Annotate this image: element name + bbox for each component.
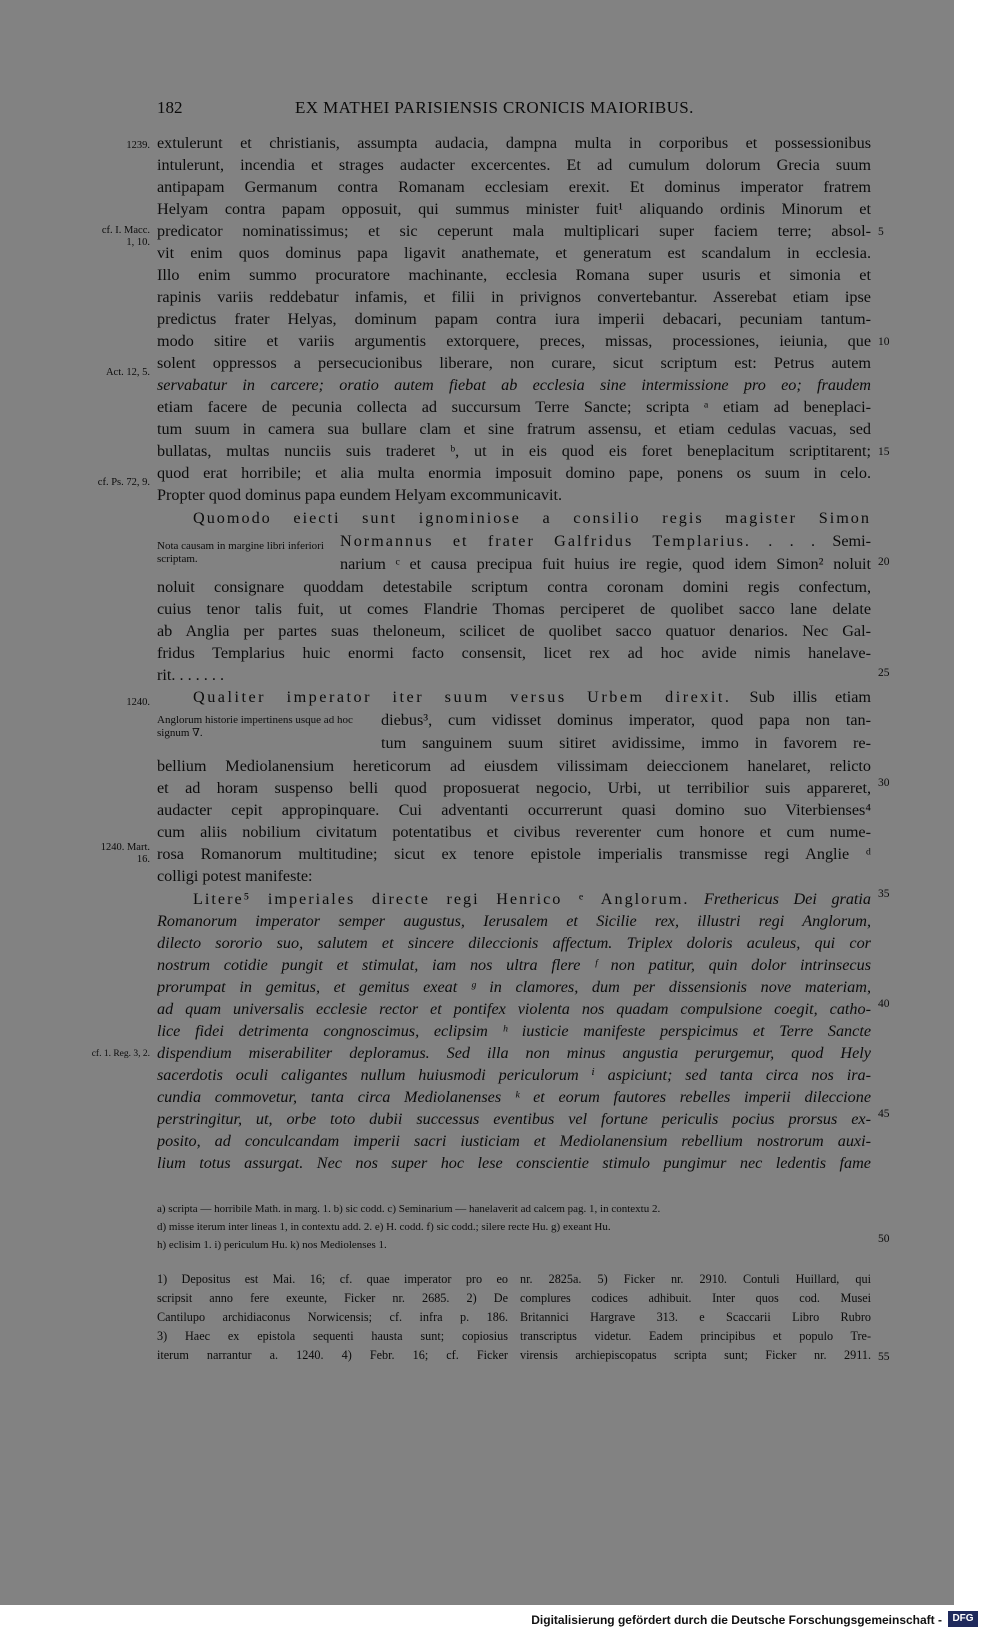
footnote-line: transcriptus videtur. Eadem principibus et populo Tre- bbox=[520, 1329, 871, 1343]
letter-line: lium totus assurgat. Nec nos super hoc lese conscientie stimulo pungimur nec ledentis fame bbox=[157, 1154, 871, 1172]
letter-line: nostrum cotidie pungit et stimulat, iam nos ultra flere ᶠ non patitur, quin dolor intrinsecus bbox=[157, 956, 871, 974]
footnote-line: Cantilupo archidiaconus Norwicensis; cf. infra p. 186. bbox=[157, 1310, 508, 1324]
margin-year: 1240. bbox=[126, 697, 150, 708]
line-number: 50 bbox=[878, 1233, 890, 1245]
text-line: bellium Mediolanensium hereticorum ad eiusdem vilissimam deieccionem hanelaret, relicto bbox=[157, 757, 871, 775]
running-head: EX MATHEI PARISIENSIS CRONICIS MAIORIBUS. bbox=[295, 98, 694, 117]
text-line: bullatas, multas nunciis suis traderet ᵇ, ut in eis quod eis foret beneplacitum scriptitarent; bbox=[157, 442, 871, 460]
letter-heading-italic: Frethericus Dei gratia bbox=[703, 890, 871, 908]
text-line: rit. . . . . . . bbox=[157, 666, 224, 684]
footnote-line: scripsit anno fere exeunte, Ficker nr. 2685. 2) De bbox=[157, 1291, 508, 1305]
text-line: modo sitire et variis argumentis extorquere, preces, missas, processiones, ieiunia, que bbox=[157, 332, 871, 350]
margin-note bbox=[157, 714, 362, 740]
text-line: rosa Romanorum multitudine; sicut ex tenore epistole imperialis transmisse regi Anglie ᵈ bbox=[157, 845, 871, 863]
apparatus-line: h) eclisim 1. i) periculum Hu. k) nos Mediolenses 1. bbox=[157, 1239, 387, 1251]
text-line: extulerunt et christianis, assumpta audacia, dampna multa in corporibus et possessionibus bbox=[157, 134, 871, 152]
margin-note-sign: ∇. bbox=[192, 727, 203, 739]
margin-date: 1240. Mart. 16. bbox=[100, 842, 150, 865]
text-line: colligi potest manifeste: bbox=[157, 867, 313, 885]
text-line: Helyam contra papam opposuit, qui summus minister fuit¹ aliquando ordinis Minorum et bbox=[157, 200, 871, 218]
line-number: 10 bbox=[878, 336, 890, 348]
section-heading: Quomodo eiecti sunt ignominiose a consilio regis magister Simon bbox=[193, 509, 871, 527]
margin-note: Nota causam in margine libri inferiori scriptam. bbox=[157, 540, 324, 565]
footnote-line: nr. 2825a. 5) Ficker nr. 2910. Contuli Huillard, qui bbox=[520, 1272, 871, 1286]
text-line: cuius tenor talis fuit, ut comes Flandrie Thomas perciperet de quolibet sacco lane delate bbox=[157, 600, 871, 618]
text-line: tum sanguinem suum sitiret avidissime, immo in favorem re- bbox=[381, 734, 871, 752]
letter-line: perstringitur, ut, orbe toto dubii successus eventibus vel fortune periculis pocius prorsus ex- bbox=[157, 1110, 871, 1128]
text-line: noluit consignare quoddam detestabile scriptum contra coronam domini regis confectum, bbox=[157, 578, 871, 596]
section-heading bbox=[157, 686, 871, 709]
text-line: antipapam Germanum contra Romanam ecclesiam erexit. Et dominus imperator fratrem bbox=[157, 178, 871, 196]
dfg-logo-icon: DFG bbox=[948, 1611, 978, 1627]
section-heading-tail: . . . Semi- bbox=[768, 532, 871, 550]
text-line: servabatur in carcere; oratio autem fiebat ab ecclesia sine intermissione pro eo; fraudem bbox=[157, 376, 871, 394]
line-number: 25 bbox=[878, 667, 890, 679]
section-heading-tail: Sub illis etiam bbox=[749, 688, 871, 706]
letter-line: cundia commovetur, tanta circa Mediolanenses ᵏ et eorum fautores rebelles imperii dileccione bbox=[157, 1088, 871, 1106]
text-line: tum suum in camera sua bullare clam et sine fratrum assensu, et etiam cedulas vacuas, sed bbox=[157, 420, 871, 438]
text-line: ab Anglia per partes suas theloneum, scilicet de quolibet sacco quatuor denarios. Nec Gal- bbox=[157, 622, 871, 640]
page-number: 182 bbox=[157, 98, 183, 117]
margin-reference: cf. Ps. 72, 9. bbox=[97, 477, 150, 488]
letter-line: posito, ad conculcandam imperii sacri iusticiam et Mediolanensium rebellium nostrorum auxi- bbox=[157, 1132, 871, 1150]
section-heading-text: Qualiter imperator iter suum versus Urbem direxit. bbox=[193, 688, 732, 706]
line-number: 35 bbox=[878, 888, 890, 900]
line-number: 40 bbox=[878, 998, 890, 1010]
apparatus-line: d) misse iterum inter lineas 1, in contextu add. 2. e) H. codd. f) sic codd.; silere recte Hu. g) exeant Hu. bbox=[157, 1221, 611, 1233]
digitization-footer bbox=[0, 1605, 1000, 1644]
text-line: audacter cepit appropinquare. Cui adventanti occurrerunt quasi domino suo Viterbienses⁴ bbox=[157, 801, 871, 819]
footnote-line: 3) Haec ex epistola sequenti hausta sunt; copiosius bbox=[157, 1329, 508, 1343]
margin-reference: cf. 1. Reg. 3, 2. bbox=[91, 1049, 150, 1059]
critical-apparatus bbox=[157, 1200, 871, 1254]
footnote-line: Britannici Hargrave 313. e Scaccarii Libro Rubro bbox=[520, 1310, 871, 1324]
letter-line: dilecto sororio suo, salutem et sincere dileccionis affectum. Triplex doloris aculeus, qui cor bbox=[157, 934, 871, 952]
text-line: Illo enim summo procuratore machinante, ecclesia Romana super usuris et simonia et bbox=[157, 266, 871, 284]
text-line: intulerunt, incendia et strages audacter excercentes. Et ad cumulum dolorum Grecia suum bbox=[157, 156, 871, 174]
line-number: 30 bbox=[878, 777, 890, 789]
footnotes-left-column bbox=[157, 1270, 508, 1365]
footnote-line: virensis archiepiscopatus scripta sunt; Ficker nr. 2911. bbox=[520, 1348, 871, 1362]
line-number: 55 bbox=[878, 1351, 890, 1363]
footnote-line: complures codices adhibuit. Inter quos cod. Musei bbox=[520, 1291, 871, 1305]
section-heading-text: Normannus et frater Galfridus Templarius. bbox=[340, 532, 751, 550]
text-line: diebus³, cum vidisset dominus imperator, quod papa non tan- bbox=[381, 711, 871, 729]
letter-line: dispendium miserabiliter deploramus. Sed illa non minus angustia perurgemur, quod Hely bbox=[157, 1044, 871, 1062]
text-line: cum aliis nobilium civitatum potentatibus et civibus reverenter cum honore et cum nume- bbox=[157, 823, 871, 841]
margin-reference: Act. 12, 5. bbox=[105, 367, 150, 378]
text-line: predicator nominatissimus; et sic ceperunt mala multiplicari super faciem terre; absol- bbox=[157, 222, 871, 240]
line-number: 45 bbox=[878, 1108, 890, 1120]
text-line: vit enim quos dominus papa ligavit anathemate, et generatum est scandalum in ecclesia. bbox=[157, 244, 871, 262]
letter-line: prorumpat in gemitus, et gemitus exeat ᵍ in clamores, dum per dissensionis nove materiam, bbox=[157, 978, 871, 996]
line-number: 15 bbox=[878, 446, 890, 458]
text-line: solent oppressos a persecucionibus liberare, non curare, sicut scriptum est: Petrus autem bbox=[157, 354, 871, 372]
text-line: fridus Templarius huic enormi facto consensit, licet rex ad hoc avide nimis hanelave- bbox=[157, 644, 871, 662]
footnote-line: 1) Depositus est Mai. 16; cf. quae imperator pro eo bbox=[157, 1272, 508, 1286]
letter-heading-text: Litere⁵ imperiales directe regi Henrico ᵉ Anglorum. bbox=[193, 890, 690, 908]
text-line: narium ᶜ et causa precipua fuit huius ire regie, quod idem Simon² noluit bbox=[340, 555, 871, 573]
text-line: et ad horam suspenso belli quod proposuerat negocio, Urbi, ut terribilior suis appareret, bbox=[157, 779, 871, 797]
margin-reference: cf. I. Macc. 1, 10. bbox=[101, 225, 150, 248]
letter-line: Romanorum imperator semper augustus, Ierusalem et Sicilie rex, illustri regi Anglorum, bbox=[157, 912, 871, 930]
footnote-line: iterum narrantur a. 1240. 4) Febr. 16; cf. Ficker bbox=[157, 1348, 508, 1362]
letter-line: sacerdotis oculi caligantes nullum huiusmodi periculorum ⁱ aspiciunt; sed tanta circa nos ira- bbox=[157, 1066, 871, 1084]
text-line: predictus frater Helyas, dominum papam contra iura imperii debacari, pecuniam tantum- bbox=[157, 310, 871, 328]
line-number: 20 bbox=[878, 556, 890, 568]
page-header bbox=[0, 98, 954, 122]
footnotes-right-column bbox=[520, 1270, 871, 1365]
text-line: Propter quod dominus papa eundem Helyam excommunicavit. bbox=[157, 486, 563, 504]
text-line: etiam facere de pecunia collecta ad succursum Terre Sancte; scripta ᵃ etiam ad beneplaci- bbox=[157, 398, 871, 416]
margin-note-text: Anglorum historie impertinens usque ad hoc signum bbox=[157, 714, 353, 739]
letter-heading bbox=[157, 888, 871, 911]
margin-year: 1239. bbox=[126, 140, 150, 151]
letter-line: lice fidei detrimenta congnoscimus, eclipsim ʰ iusticie manifeste perspicimus et Terre Sancte bbox=[157, 1022, 871, 1040]
section-heading-continued bbox=[340, 530, 871, 553]
letter-line: ad quam universalis ecclesie rector et pontifex violenta nos quadam compulsione coegit, catho- bbox=[157, 1000, 871, 1018]
funding-notice: Digitalisierung gefördert durch die Deutsche Forschungsgemeinschaft - bbox=[531, 1613, 942, 1627]
line-number: 5 bbox=[878, 226, 884, 238]
text-line: quod erat horribile; et alia multa enormia imposuit domino pape, ponens os suum in celo. bbox=[157, 464, 871, 482]
apparatus-line: a) scripta — horribile Math. in marg. 1. b) sic codd. c) Seminarium — hanelaverit ad calcem pag. 1, in contextu 2. bbox=[157, 1203, 661, 1215]
text-line: rapinis variis reddebatur infamis, et filii in privignos convertebantur. Asserebat etiam ipse bbox=[157, 288, 871, 306]
